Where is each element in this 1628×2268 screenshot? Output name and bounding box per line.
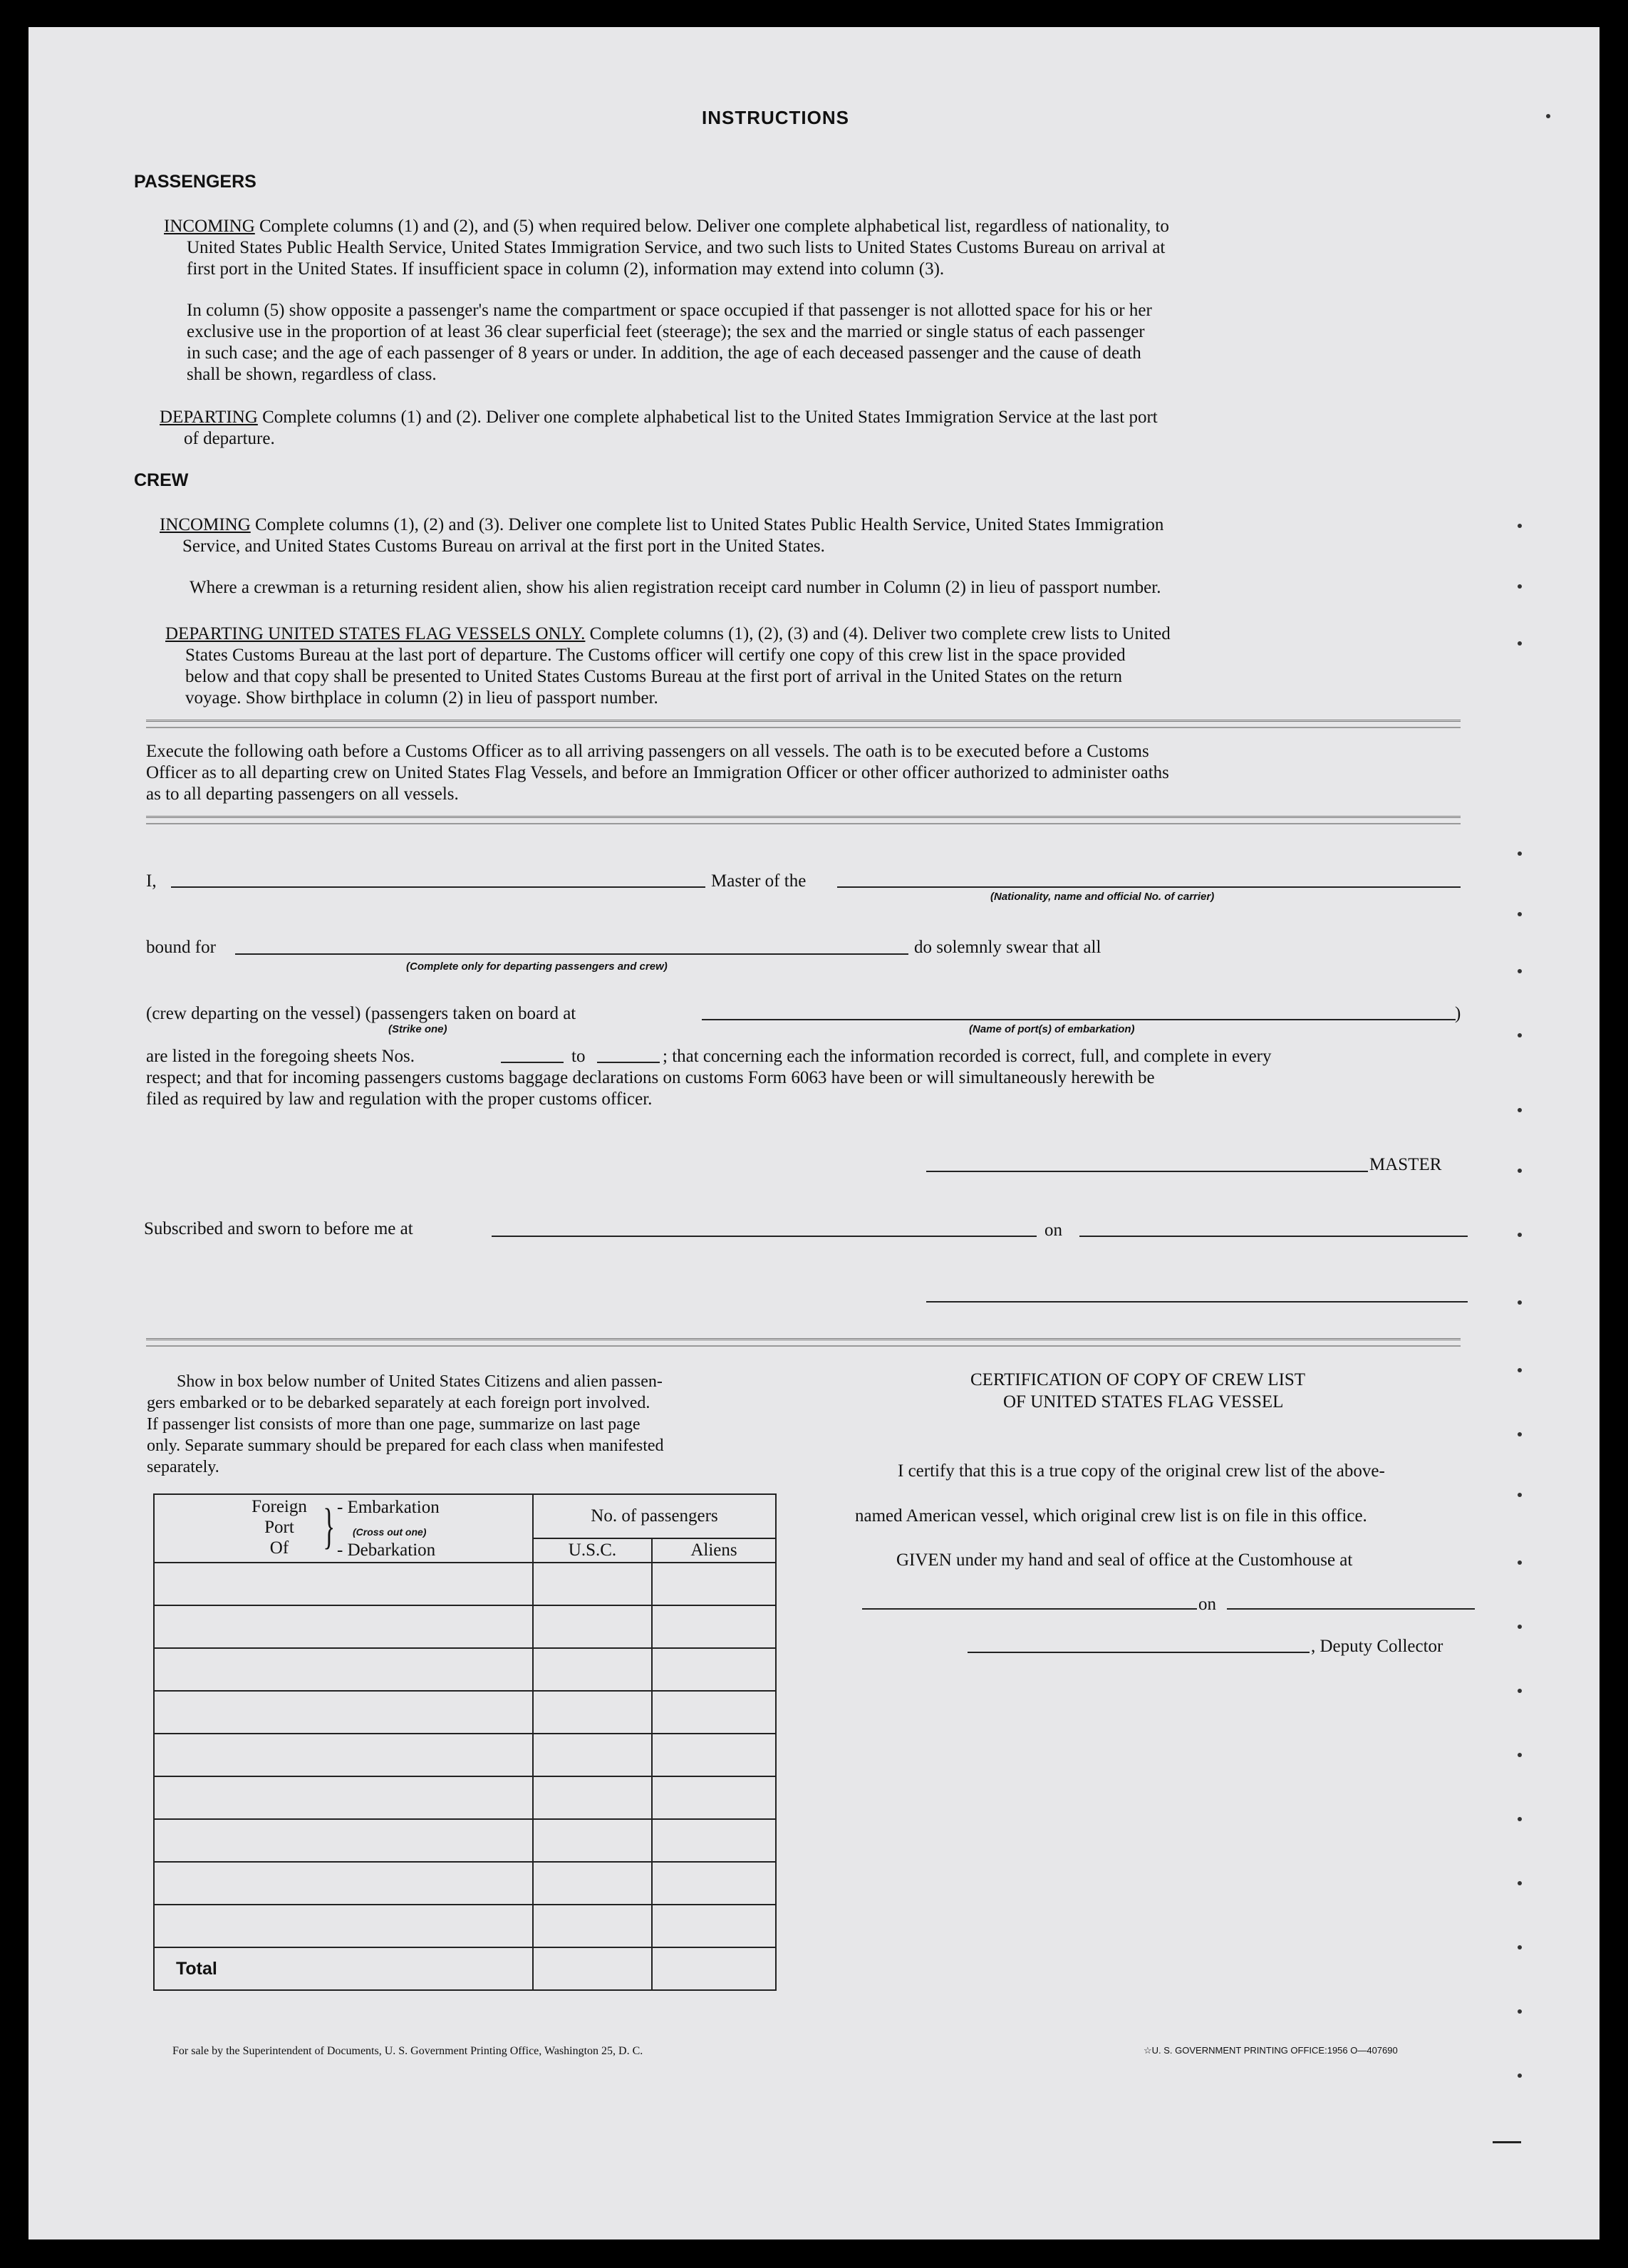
summary-instructions-line-2: gers embarked or to be debarked separately at each foreign port involved.: [147, 1394, 650, 1412]
crew-departing-line-2: States Customs Bureau at the last port of departure. The Customs officer will certify one copy of this crew list in the space provided: [185, 646, 1126, 665]
certification-date-field[interactable]: [1227, 1608, 1475, 1610]
passengers-departing-line-1: DEPARTING Complete columns (1) and (2). Deliver one complete alphabetical list to the United States Immigration Service at the last port: [160, 408, 1158, 427]
table-row: [154, 1862, 776, 1905]
certification-on-label: on: [1198, 1595, 1216, 1614]
page-title: INSTRUCTIONS: [702, 107, 849, 128]
port-header-cell: [154, 1494, 533, 1563]
crew-incoming-line-2: Service, and United States Customs Bureau on arrival at the first port in the United States.: [182, 537, 825, 556]
scan-speck: [1518, 2009, 1522, 2014]
bound-caption: (Complete only for departing passengers and crew): [406, 960, 668, 973]
passengers-incoming-line-3: first port in the United States. If insufficient space in column (2), information may extend into column (3).: [187, 259, 945, 279]
master-signature-field[interactable]: [926, 1171, 1368, 1172]
table-row: [154, 1905, 776, 1947]
crew-incoming-label: INCOMING: [160, 515, 251, 534]
master-label: MASTER: [1369, 1155, 1442, 1174]
divider: [146, 1338, 1461, 1347]
oath-intro-line-3: as to all departing passengers on all vessels.: [146, 785, 459, 804]
printing-office-footer: ☆U. S. GOVERNMENT PRINTING OFFICE:1956 O—407690: [1144, 2045, 1398, 2056]
passengers-departing-line-2: of departure.: [184, 429, 275, 448]
scan-speck: [1518, 1560, 1522, 1565]
summary-instructions-line-4: only. Separate summary should be prepared for each class when manifested: [147, 1436, 664, 1455]
listed-to-label: to: [571, 1047, 586, 1066]
passengers-heading: PASSENGERS: [134, 172, 256, 192]
column5-line-1: In column (5) show opposite a passenger's name the compartment or space occupied if that passenger is not allotted space for his or her: [187, 301, 1152, 320]
crew-resident-line: Where a crewman is a returning resident alien, show his alien registration receipt card number in Column (2) in lieu of passport number.: [190, 578, 1161, 597]
sale-footer: For sale by the Superintendent of Documents, U. S. Government Printing Office, Washington 25, D. C.: [172, 2045, 643, 2057]
scan-speck: [1518, 1689, 1522, 1693]
table-row: [154, 1819, 776, 1862]
embarkation-port-field[interactable]: [702, 1019, 1456, 1020]
scan-speck: [1518, 912, 1522, 916]
officer-signature-field[interactable]: [926, 1301, 1468, 1303]
table-row: [154, 1691, 776, 1734]
aliens-header: Aliens: [652, 1538, 776, 1563]
scan-speck: [1518, 641, 1522, 646]
certification-line-3: GIVEN under my hand and seal of office at the Customhouse at: [896, 1550, 1353, 1570]
close-paren: ): [1455, 1004, 1461, 1023]
scan-speck: [1518, 1300, 1522, 1305]
deputy-collector-label: , Deputy Collector: [1311, 1637, 1443, 1656]
strike-one-caption: (Strike one): [388, 1023, 447, 1035]
crew-departing-label: (crew departing on the vessel) (passengers taken on board at: [146, 1004, 576, 1023]
column5-line-3: in such case; and the age of each passenger of 8 years or under. In addition, the age of each deceased passenger and the cause of death: [187, 343, 1141, 363]
table-row: [154, 1648, 776, 1691]
scan-speck: [1518, 524, 1522, 528]
column5-line-4: shall be shown, regardless of class.: [187, 365, 437, 384]
passengers-incoming-line-1: INCOMING Complete columns (1) and (2), and (5) when required below. Deliver one complete alphabetical list, regardless of nationality, to: [164, 217, 1169, 236]
incoming-label: INCOMING: [164, 217, 255, 236]
swear-label: do solemnly swear that all: [914, 938, 1101, 957]
scan-speck: [1518, 1945, 1522, 1949]
column5-line-2: exclusive use in the proportion of at least 36 clear superficial feet (steerage); the sex and the married or single status of each passenger: [187, 322, 1145, 341]
customhouse-field[interactable]: [862, 1608, 1197, 1610]
sheet-to-field[interactable]: [597, 1062, 660, 1063]
scan-speck: [1518, 1108, 1522, 1112]
no-of-passengers-header: No. of passengers: [533, 1494, 776, 1538]
listed-line-3: filed as required by law and regulation with the proper customs officer.: [146, 1089, 653, 1109]
departing-label: DEPARTING: [160, 408, 258, 427]
scan-speck: [1518, 1432, 1522, 1436]
summary-instructions-line-5: separately.: [147, 1458, 219, 1476]
oath-intro-line-1: Execute the following oath before a Customs Officer as to all arriving passengers on all vessels. The oath is to be executed before a Customs: [146, 742, 1149, 761]
sheet-from-field[interactable]: [501, 1062, 564, 1063]
oath-intro-line-2: Officer as to all departing crew on United States Flag Vessels, and before an Immigration Officer or other officer authorized to administer oaths: [146, 763, 1169, 782]
cross-out-caption: (Cross out one): [353, 1526, 427, 1538]
listed-line-2: respect; and that for incoming passengers customs baggage declarations on customs Form 6063 have been or will simultaneously herewith be: [146, 1068, 1155, 1087]
deputy-signature-field[interactable]: [968, 1652, 1310, 1653]
certification-line-2: named American vessel, which original crew list is on file in this office.: [855, 1506, 1367, 1526]
scan-speck: [1518, 2073, 1522, 2078]
scan-speck: [1518, 851, 1522, 856]
bound-for-field[interactable]: [235, 953, 908, 955]
subscribed-date-field[interactable]: [1079, 1236, 1468, 1237]
scan-speck: [1518, 1169, 1522, 1173]
crew-incoming-line-1: INCOMING Complete columns (1), (2) and (3). Deliver one complete list to United States Public Health Service, United States Immigration: [160, 515, 1164, 534]
scan-speck: [1518, 1753, 1522, 1757]
embarkation-label: - Embarkation: [337, 1498, 440, 1517]
scan-mark: [1493, 2141, 1521, 2143]
subscribed-label: Subscribed and sworn to before me at: [144, 1219, 413, 1238]
port-caption: (Name of port(s) of embarkation): [969, 1023, 1135, 1035]
scan-speck: [1518, 1625, 1522, 1629]
scan-speck: [1546, 114, 1550, 118]
scan-speck: [1518, 969, 1522, 973]
certification-line-1: I certify that this is a true copy of the original crew list of the above-: [898, 1461, 1385, 1481]
crew-departing-label: DEPARTING UNITED STATES FLAG VESSELS ONLY.: [165, 624, 586, 643]
scan-speck: [1518, 1817, 1522, 1821]
table-row: [154, 1563, 776, 1605]
scan-speck: [1518, 584, 1522, 589]
divider: [146, 816, 1461, 824]
subscribed-place-field[interactable]: [492, 1236, 1037, 1237]
crew-heading: CREW: [134, 470, 189, 490]
usc-header: U.S.C.: [533, 1538, 652, 1563]
total-label: Total: [154, 1947, 533, 1990]
subscribed-on-label: on: [1044, 1221, 1062, 1240]
scan-speck: [1518, 1033, 1522, 1037]
crew-departing-line-4: voyage. Show birthplace in column (2) in lieu of passport number.: [185, 688, 658, 708]
scan-speck: [1518, 1233, 1522, 1237]
table-row: [154, 1776, 776, 1819]
table-row: [154, 1734, 776, 1776]
passengers-incoming-line-2: United States Public Health Service, United States Immigration Service, and two such lists to United States Customs Bureau on arrival at: [187, 238, 1166, 257]
scan-speck: [1518, 1493, 1522, 1497]
master-of-the-label: Master of the: [711, 871, 807, 891]
total-row: [154, 1947, 776, 1990]
table-row: [154, 1605, 776, 1648]
scan-speck: [1518, 1368, 1522, 1372]
crew-departing-line-3: below and that copy shall be presented to United States Customs Bureau at the first port of arrival in the United States on the return: [185, 667, 1122, 686]
scan-speck: [1518, 1881, 1522, 1885]
oath-i-label: I,: [146, 871, 157, 891]
foreign-port-of: Foreign Port Of: [252, 1497, 307, 1558]
crew-departing-line-1: DEPARTING UNITED STATES FLAG VESSELS ONLY. Complete columns (1), (2), (3) and (4). Deliver two complete crew lists to United: [165, 624, 1171, 643]
summary-instructions-line-3: If passenger list consists of more than one page, summarize on last page: [147, 1415, 641, 1434]
summary-instructions-line-1: Show in box below number of United States Citizens and alien passen-: [177, 1372, 663, 1391]
listed-label-b: ; that concerning each the information recorded is correct, full, and complete in every: [663, 1047, 1272, 1066]
listed-label-a: are listed in the foregoing sheets Nos.: [146, 1047, 415, 1066]
debarkation-label: - Debarkation: [337, 1541, 436, 1560]
passenger-summary-table: [153, 1493, 777, 1991]
carrier-field[interactable]: [837, 886, 1461, 888]
certification-title-1: CERTIFICATION OF COPY OF CREW LIST: [970, 1370, 1306, 1389]
bound-for-label: bound for: [146, 938, 216, 957]
divider: [146, 720, 1461, 728]
master-name-field[interactable]: [171, 886, 705, 888]
brace-icon: }: [323, 1499, 336, 1554]
certification-title-2: OF UNITED STATES FLAG VESSEL: [1003, 1392, 1284, 1412]
carrier-caption: (Nationality, name and official No. of carrier): [990, 891, 1215, 903]
